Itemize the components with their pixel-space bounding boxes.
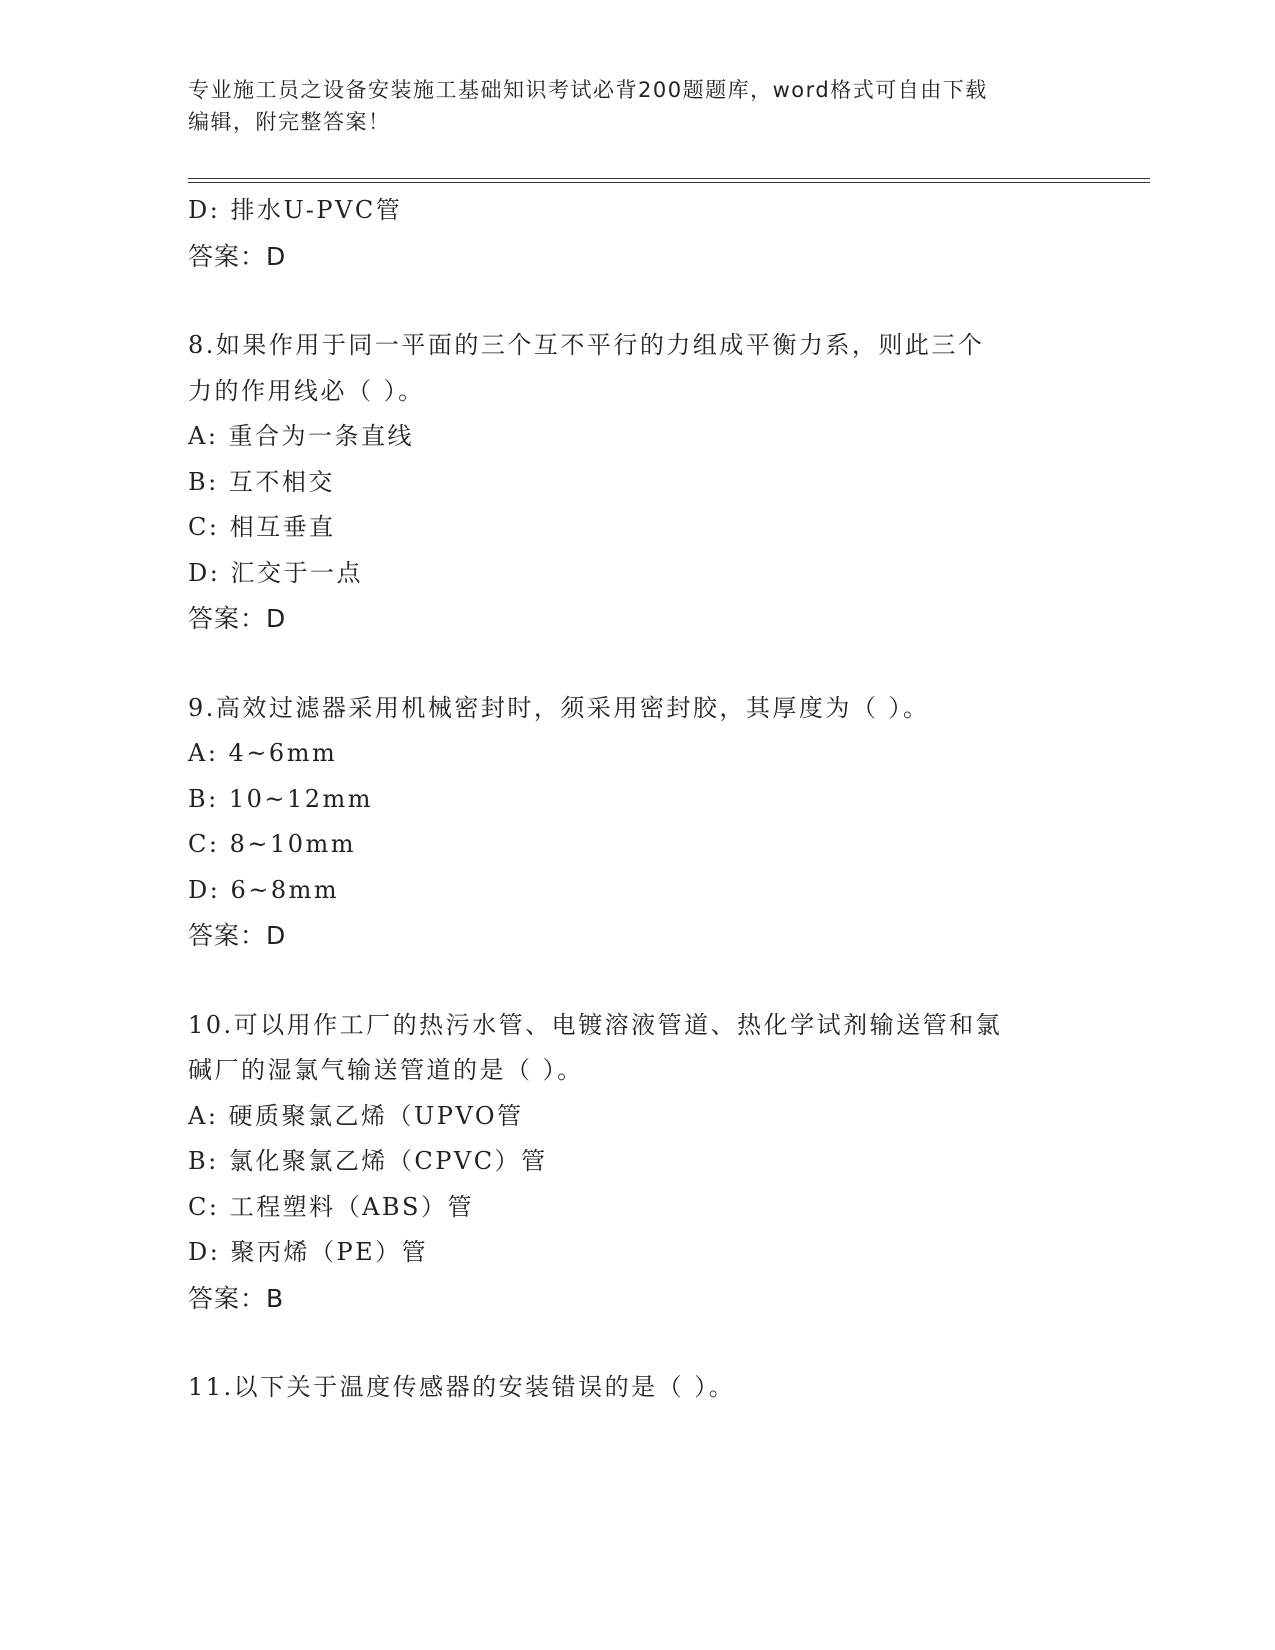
question-list [188,188,1088,1411]
answer: 答案：B [188,1283,285,1313]
question-8 [188,323,1088,642]
option-a: A: 4~6mm [188,739,338,767]
spacer [188,959,1088,1003]
header-title-line1: 专业施工员之设备安装施工基础知识考试必背200题题库，word格式可自由下载 [188,78,988,102]
spacer [188,279,1088,323]
question-stem: 力的作用线必（ ）。 [188,376,425,405]
question-10 [188,1003,1088,1322]
option-b: B: 氯化聚氯乙烯（CPVC）管 [188,1147,548,1175]
option-a: A: 硬质聚氯乙烯（UPVO管 [188,1101,524,1130]
option-d: D: 6~8mm [188,875,340,904]
option-c: C: 工程塑料（ABS）管 [188,1192,474,1221]
document-header [188,74,1088,138]
question-11 [188,1365,1088,1411]
question-stem: 碱厂的湿氯气输送管道的是（ ）。 [188,1056,584,1084]
question-9 [188,686,1088,959]
question-stem: 9.高效过滤器采用机械密封时，须采用密封胶，其厚度为（ ）。 [188,693,930,722]
option-c: C: 8~10mm [188,830,357,858]
question-stem: 10.可以用作工厂的热污水管、电镀溶液管道、热化学试剂输送管和氯 [188,1010,1003,1039]
option-c: C: 相互垂直 [188,513,336,541]
option-d: D: 聚丙烯（PE）管 [188,1238,429,1266]
spacer [188,642,1088,686]
question-7-tail [188,188,1088,279]
answer: 答案：D [188,921,287,950]
option-b: B: 10~12mm [188,784,374,813]
spacer [188,1321,1088,1365]
header-divider-bottom [188,182,1150,183]
question-stem: 8.如果作用于同一平面的三个互不平行的力组成平衡力系，则此三个 [188,331,985,359]
header-title-line2: 编辑，附完整答案！ [188,110,391,134]
question-stem: 11.以下关于温度传感器的安装错误的是（ ）。 [188,1373,736,1401]
header-divider-top [188,178,1150,179]
option-a: A: 重合为一条直线 [188,422,415,450]
option-b: B: 互不相交 [188,467,335,496]
answer: 答案：D [188,604,287,633]
option-d: D: 排水U-PVC管 [188,196,403,224]
answer: 答案：D [188,241,287,271]
option-d: D: 汇交于一点 [188,558,363,587]
